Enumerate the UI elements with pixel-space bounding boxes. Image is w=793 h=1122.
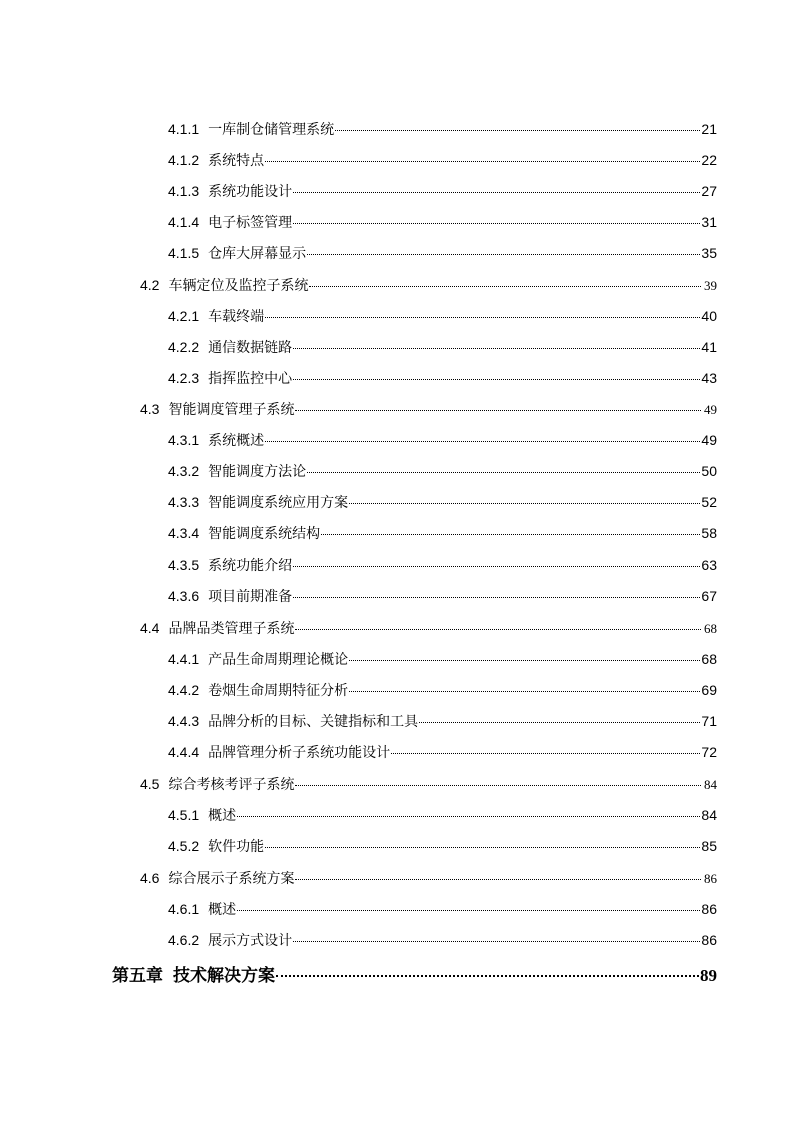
toc-entry-title: 智能调度方法论 [208,464,307,480]
leader-dots [237,816,700,817]
toc-entry-page: 86 [701,901,717,917]
toc-entry-number: 4.4.3 [168,713,200,729]
toc-entry-page: 58 [701,525,717,541]
leader-dots [349,660,700,661]
toc-entry-page: 69 [701,682,717,698]
toc-entry-page: 35 [701,245,717,261]
toc-entry-page: 84 [701,807,717,823]
leader-dots [265,441,700,442]
toc-entry-title: 概述 [208,808,237,824]
toc-entry-page: 50 [701,463,717,479]
leader-dots [335,130,700,131]
toc-entry[interactable] [168,899,717,919]
toc-entry-page: 63 [701,557,717,573]
leader-dots [293,566,700,567]
toc-entry-page: 85 [701,838,717,854]
leader-dots [307,472,700,473]
toc-entry-number: 4.2 [140,277,160,293]
toc-entry-title: 车载终端 [208,309,265,325]
leader-dots [419,722,700,723]
toc-entry[interactable] [168,711,717,731]
toc-entry-page: 49 [704,402,717,417]
toc-entry[interactable] [168,461,717,481]
leader-dots [293,192,700,193]
toc-entry-page: 68 [704,621,717,636]
toc-entry-page: 52 [701,494,717,510]
leader-dots [293,348,700,349]
toc-entry-title: 品牌管理分析子系统功能设计 [208,745,391,761]
leader-dots [293,223,700,224]
toc-entry-page: 21 [701,121,717,137]
toc-entry-page: 86 [704,871,717,886]
toc-entry-title: 智能调度系统应用方案 [208,495,349,511]
toc-entry[interactable] [168,523,717,543]
toc-entry-number: 4.1.3 [168,183,200,199]
leader-dots [295,629,701,630]
toc-entry-number: 4.3.6 [168,588,200,604]
toc-entry[interactable] [168,243,717,263]
toc-entry-number: 4.3.3 [168,494,200,510]
toc-chapter-entry[interactable] [112,964,717,988]
toc-entry[interactable] [140,774,717,794]
toc-entry-number: 4.3.2 [168,463,200,479]
toc-entry[interactable] [168,368,717,388]
toc-entry[interactable] [168,150,717,170]
toc-entry-page: 27 [701,183,717,199]
leader-dots [391,753,700,754]
leader-dots [265,847,700,848]
toc-entry-title: 电子标签管理 [208,215,293,231]
toc-entry[interactable] [168,306,717,326]
toc-entry-title: 智能调度系统结构 [208,526,321,542]
toc-entry-page: 43 [701,370,717,386]
leader-dots [293,597,700,598]
toc-entry[interactable] [140,868,717,888]
toc-entry-title: 综合展示子系统方案 [168,871,295,887]
toc-entry-number: 4.4 [140,620,160,636]
toc-entry[interactable] [168,742,717,762]
leader-dots [293,941,700,942]
toc-entry-page: 22 [701,152,717,168]
toc-entry-number: 4.5.1 [168,807,200,823]
toc-entry-title: 通信数据链路 [208,340,293,356]
toc-entry-title: 技术解决方案 [173,966,275,986]
leader-dots [237,910,700,911]
toc-entry-number: 4.5.2 [168,838,200,854]
leader-dots [349,503,700,504]
leader-dots [307,254,700,255]
toc-entry-title: 系统功能介绍 [208,558,293,574]
toc-entry-page: 89 [700,966,717,985]
toc-entry[interactable] [168,555,717,575]
toc-entry-number: 4.2.2 [168,339,200,355]
toc-entry-number: 4.4.2 [168,682,200,698]
toc-entry-number: 4.1.5 [168,245,200,261]
toc-entry[interactable] [168,212,717,232]
toc-entry-number: 4.3.4 [168,525,200,541]
toc-entry[interactable] [168,430,717,450]
toc-entry-page: 41 [701,339,717,355]
toc-entry[interactable] [168,337,717,357]
toc-entry[interactable] [168,930,717,950]
toc-entry[interactable] [168,836,717,856]
toc-entry-number: 4.6.1 [168,901,200,917]
toc-entry-number: 4.5 [140,776,160,792]
toc-entry[interactable] [140,275,717,295]
toc-entry-title: 概述 [208,902,237,918]
toc-entry[interactable] [168,805,717,825]
toc-entry-number: 4.4.4 [168,744,200,760]
toc-entry-number: 第五章 [112,966,163,985]
leader-dots [265,161,700,162]
toc-entry[interactable] [140,618,717,638]
toc-entry[interactable] [168,586,717,606]
toc-entry-title: 卷烟生命周期特征分析 [208,683,349,699]
toc-entry-page: 39 [704,278,717,293]
leader-dots [349,691,700,692]
toc-entry-title: 软件功能 [208,839,265,855]
toc-entry-page: 86 [701,932,717,948]
leader-dots [276,975,699,977]
leader-dots [295,785,701,786]
toc-entry-page: 84 [704,777,717,792]
toc-entry-number: 4.2.1 [168,308,200,324]
toc-entry-title: 展示方式设计 [208,933,293,949]
toc-entry-number: 4.3.1 [168,432,200,448]
toc-entry-page: 49 [701,432,717,448]
toc-entry[interactable] [140,399,717,419]
toc-entry-page: 40 [701,308,717,324]
toc-entry-title: 智能调度管理子系统 [168,402,295,418]
toc-entry-title: 系统功能设计 [208,184,293,200]
toc-entry-title: 项目前期准备 [208,589,293,605]
toc-entry[interactable] [168,119,717,139]
toc-entry[interactable] [168,492,717,512]
toc-entry-number: 4.1.2 [168,152,200,168]
toc-entry-title: 品牌品类管理子系统 [168,621,295,637]
toc-entry-page: 72 [701,744,717,760]
toc-entry[interactable] [168,181,717,201]
toc-entry-number: 4.4.1 [168,651,200,667]
toc-entry-page: 31 [701,214,717,230]
leader-dots [309,286,701,287]
toc-entry-title: 车辆定位及监控子系统 [168,278,309,294]
toc-entry-title: 指挥监控中心 [208,371,293,387]
toc-entry-title: 仓库大屏幕显示 [208,246,307,262]
toc-entry-page: 67 [701,588,717,604]
leader-dots [293,379,700,380]
toc-entry-title: 产品生命周期理论概论 [208,652,349,668]
toc-entry-number: 4.1.1 [168,121,200,137]
toc-entry-title: 系统概述 [208,433,265,449]
toc-entry[interactable] [168,680,717,700]
toc-entry-page: 68 [701,651,717,667]
toc-entry-number: 4.3 [140,401,160,417]
toc-entry-page: 71 [701,713,717,729]
toc-entry-number: 4.2.3 [168,370,200,386]
toc-entry-title: 综合考核考评子系统 [168,777,295,793]
toc-entry-number: 4.6.2 [168,932,200,948]
toc-entry-number: 4.1.4 [168,214,200,230]
toc-entry-title: 系统特点 [208,153,265,169]
toc-entry-title: 一库制仓储管理系统 [208,122,335,138]
leader-dots [265,317,700,318]
toc-entry-number: 4.3.5 [168,557,200,573]
leader-dots [295,879,701,880]
leader-dots [321,534,700,535]
toc-entry[interactable] [168,649,717,669]
leader-dots [295,410,701,411]
toc-entry-number: 4.6 [140,870,160,886]
toc-entry-title: 品牌分析的目标、关键指标和工具 [208,714,419,730]
